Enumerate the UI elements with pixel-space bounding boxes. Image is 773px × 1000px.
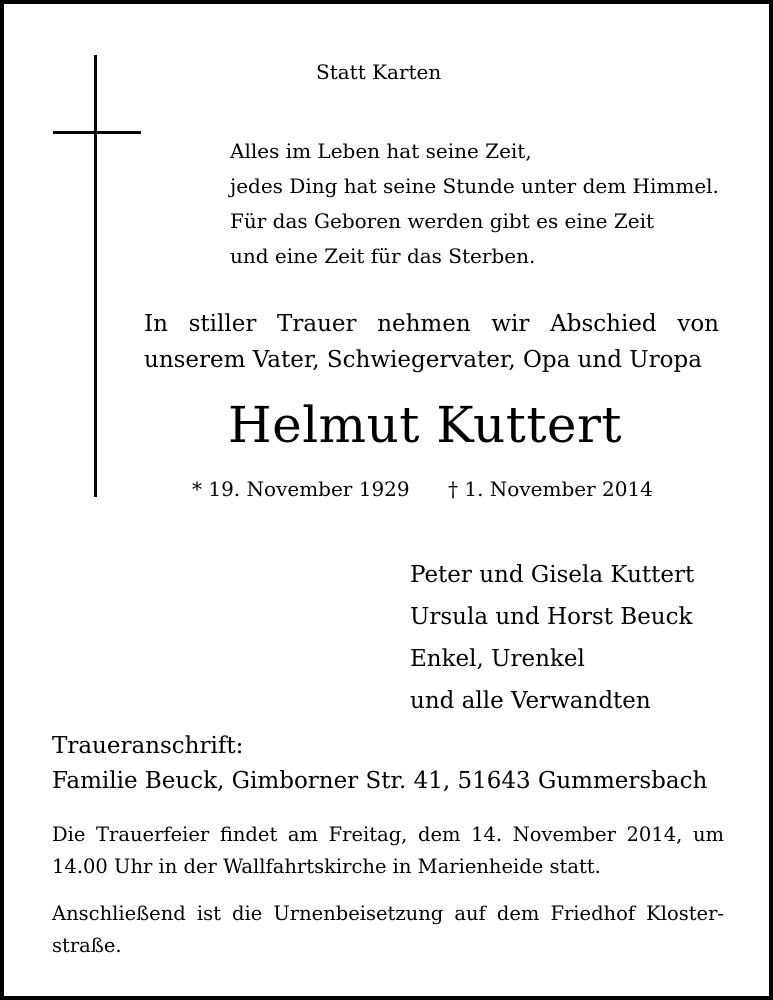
death-date: † 1. November 2014 [448,477,653,501]
intro-line: In stiller Trauer nehmen wir Abschied von [144,311,719,337]
deceased-name: Helmut Kuttert [228,396,623,454]
burial-line: Anschließend ist die Urnenbeisetzung auf dem Friedhof Kloster- [52,902,724,925]
mourning-address: Familie Beuck, Gimborner Str. 41, 51643 Gummersbach [52,768,708,794]
burial-info [52,898,724,962]
birth-date: * 19. November 1929 [192,477,410,501]
intro-text [144,306,719,378]
verse-line: und eine Zeit für das Sterben. [230,244,536,268]
verse-block [230,134,719,274]
mourner-line: Enkel, Urenkel [410,646,585,672]
service-line: 14.00 Uhr in der Wallfahrtskirche in Marienheide statt. [52,855,601,878]
notice-heading: Statt Karten [316,60,442,84]
mourner-line: Peter und Gisela Kuttert [410,562,695,588]
intro-line: unserem Vater, Schwiegervater, Opa und Uropa [144,347,702,373]
verse-line: Alles im Leben hat seine Zeit, [230,139,532,163]
address-label: Traueranschrift: [52,733,244,759]
verse-line: jedes Ding hat seine Stunde unter dem Himmel. [230,174,719,198]
service-info [52,819,724,883]
cross-horizontal-bar [53,131,141,134]
burial-line: straße. [52,934,122,957]
cross-vertical-bar [94,55,97,497]
service-line: Die Trauerfeier findet am Freitag, dem 14. November 2014, um [52,823,724,846]
verse-line: Für das Geboren werden gibt es eine Zeit [230,209,655,233]
mourner-line: Ursula und Horst Beuck [410,604,693,630]
mourners-list [410,554,694,722]
mourner-line: und alle Verwandten [410,688,651,714]
